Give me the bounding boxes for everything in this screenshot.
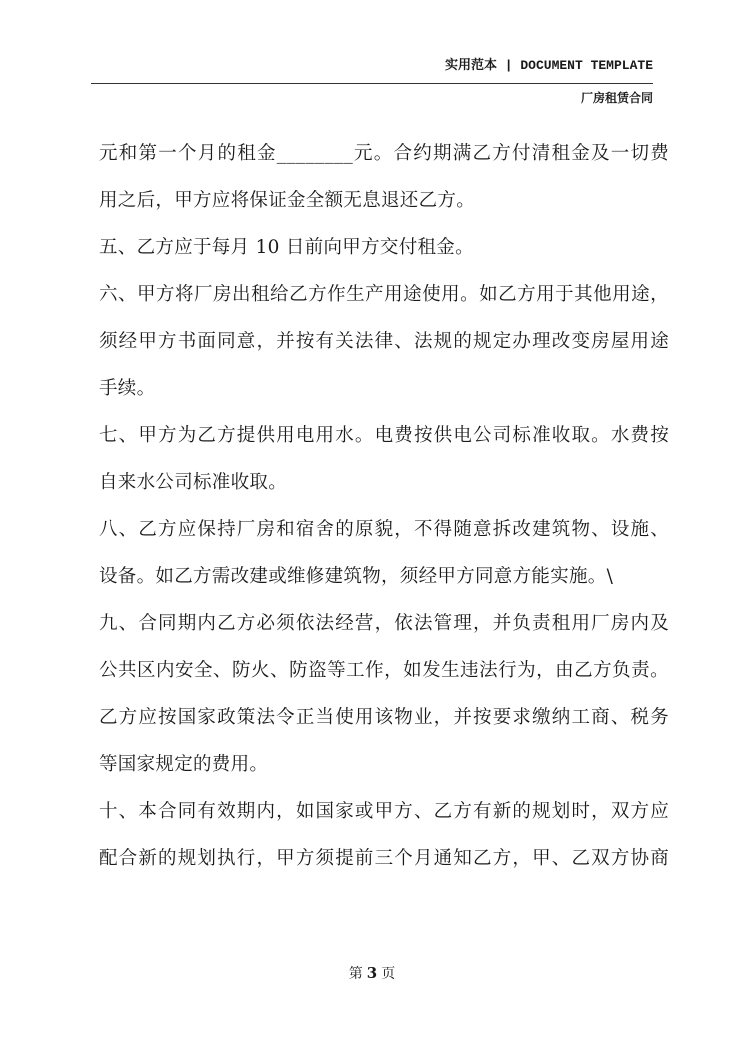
page-label-suffix: 页 <box>381 966 396 982</box>
body-line: 须经甲方书面同意，并按有关法律、法规的规定办理改变房屋用途 <box>99 331 669 352</box>
page-number: 3 <box>366 964 378 982</box>
body-line: 设备。如乙方需改建或维修建筑物，须经甲方同意方能实施。\ <box>99 566 614 587</box>
body-line: 八、乙方应保持厂房和宿舍的原貌，不得随意拆改建筑物、设施、 <box>99 519 669 540</box>
header-subtitle: 厂房租赁合同 <box>580 91 653 105</box>
body-line: 六、甲方将厂房出租给乙方作生产用途使用。如乙方用于其他用途， <box>99 284 669 305</box>
document-body <box>99 138 669 890</box>
page-footer <box>0 963 744 983</box>
body-line: 自来水公司标准收取。 <box>99 472 288 493</box>
body-line: 等国家规定的费用。 <box>99 754 269 775</box>
body-line: 七、甲方为乙方提供用电用水。电费按供电公司标准收取。水费按 <box>99 425 669 446</box>
body-line: 手续。 <box>99 378 156 399</box>
body-line: 元和第一个月的租金________元。合约期满乙方付清租金及一切费 <box>99 143 669 164</box>
page-label-prefix: 第 <box>348 966 363 982</box>
body-line: 配合新的规划执行，甲方须提前三个月通知乙方，甲、乙双方协商 <box>99 848 669 869</box>
body-line: 公共区内安全、防火、防盗等工作，如发生违法行为，由乙方负责。 <box>99 660 669 681</box>
header-divider <box>91 83 653 84</box>
header-title: 实用范本 | DOCUMENT TEMPLATE <box>444 58 653 73</box>
body-line: 五、乙方应于每月 10 日前向甲方交付租金。 <box>99 237 474 258</box>
body-line: 九、合同期内乙方必须依法经营，依法管理，并负责租用厂房内及 <box>99 613 669 634</box>
body-line: 乙方应按国家政策法令正当使用该物业，并按要求缴纳工商、税务 <box>99 707 669 728</box>
body-line: 十、本合同有效期内，如国家或甲方、乙方有新的规划时，双方应 <box>99 801 669 822</box>
body-line: 用之后，甲方应将保证金全额无息退还乙方。 <box>99 190 476 211</box>
